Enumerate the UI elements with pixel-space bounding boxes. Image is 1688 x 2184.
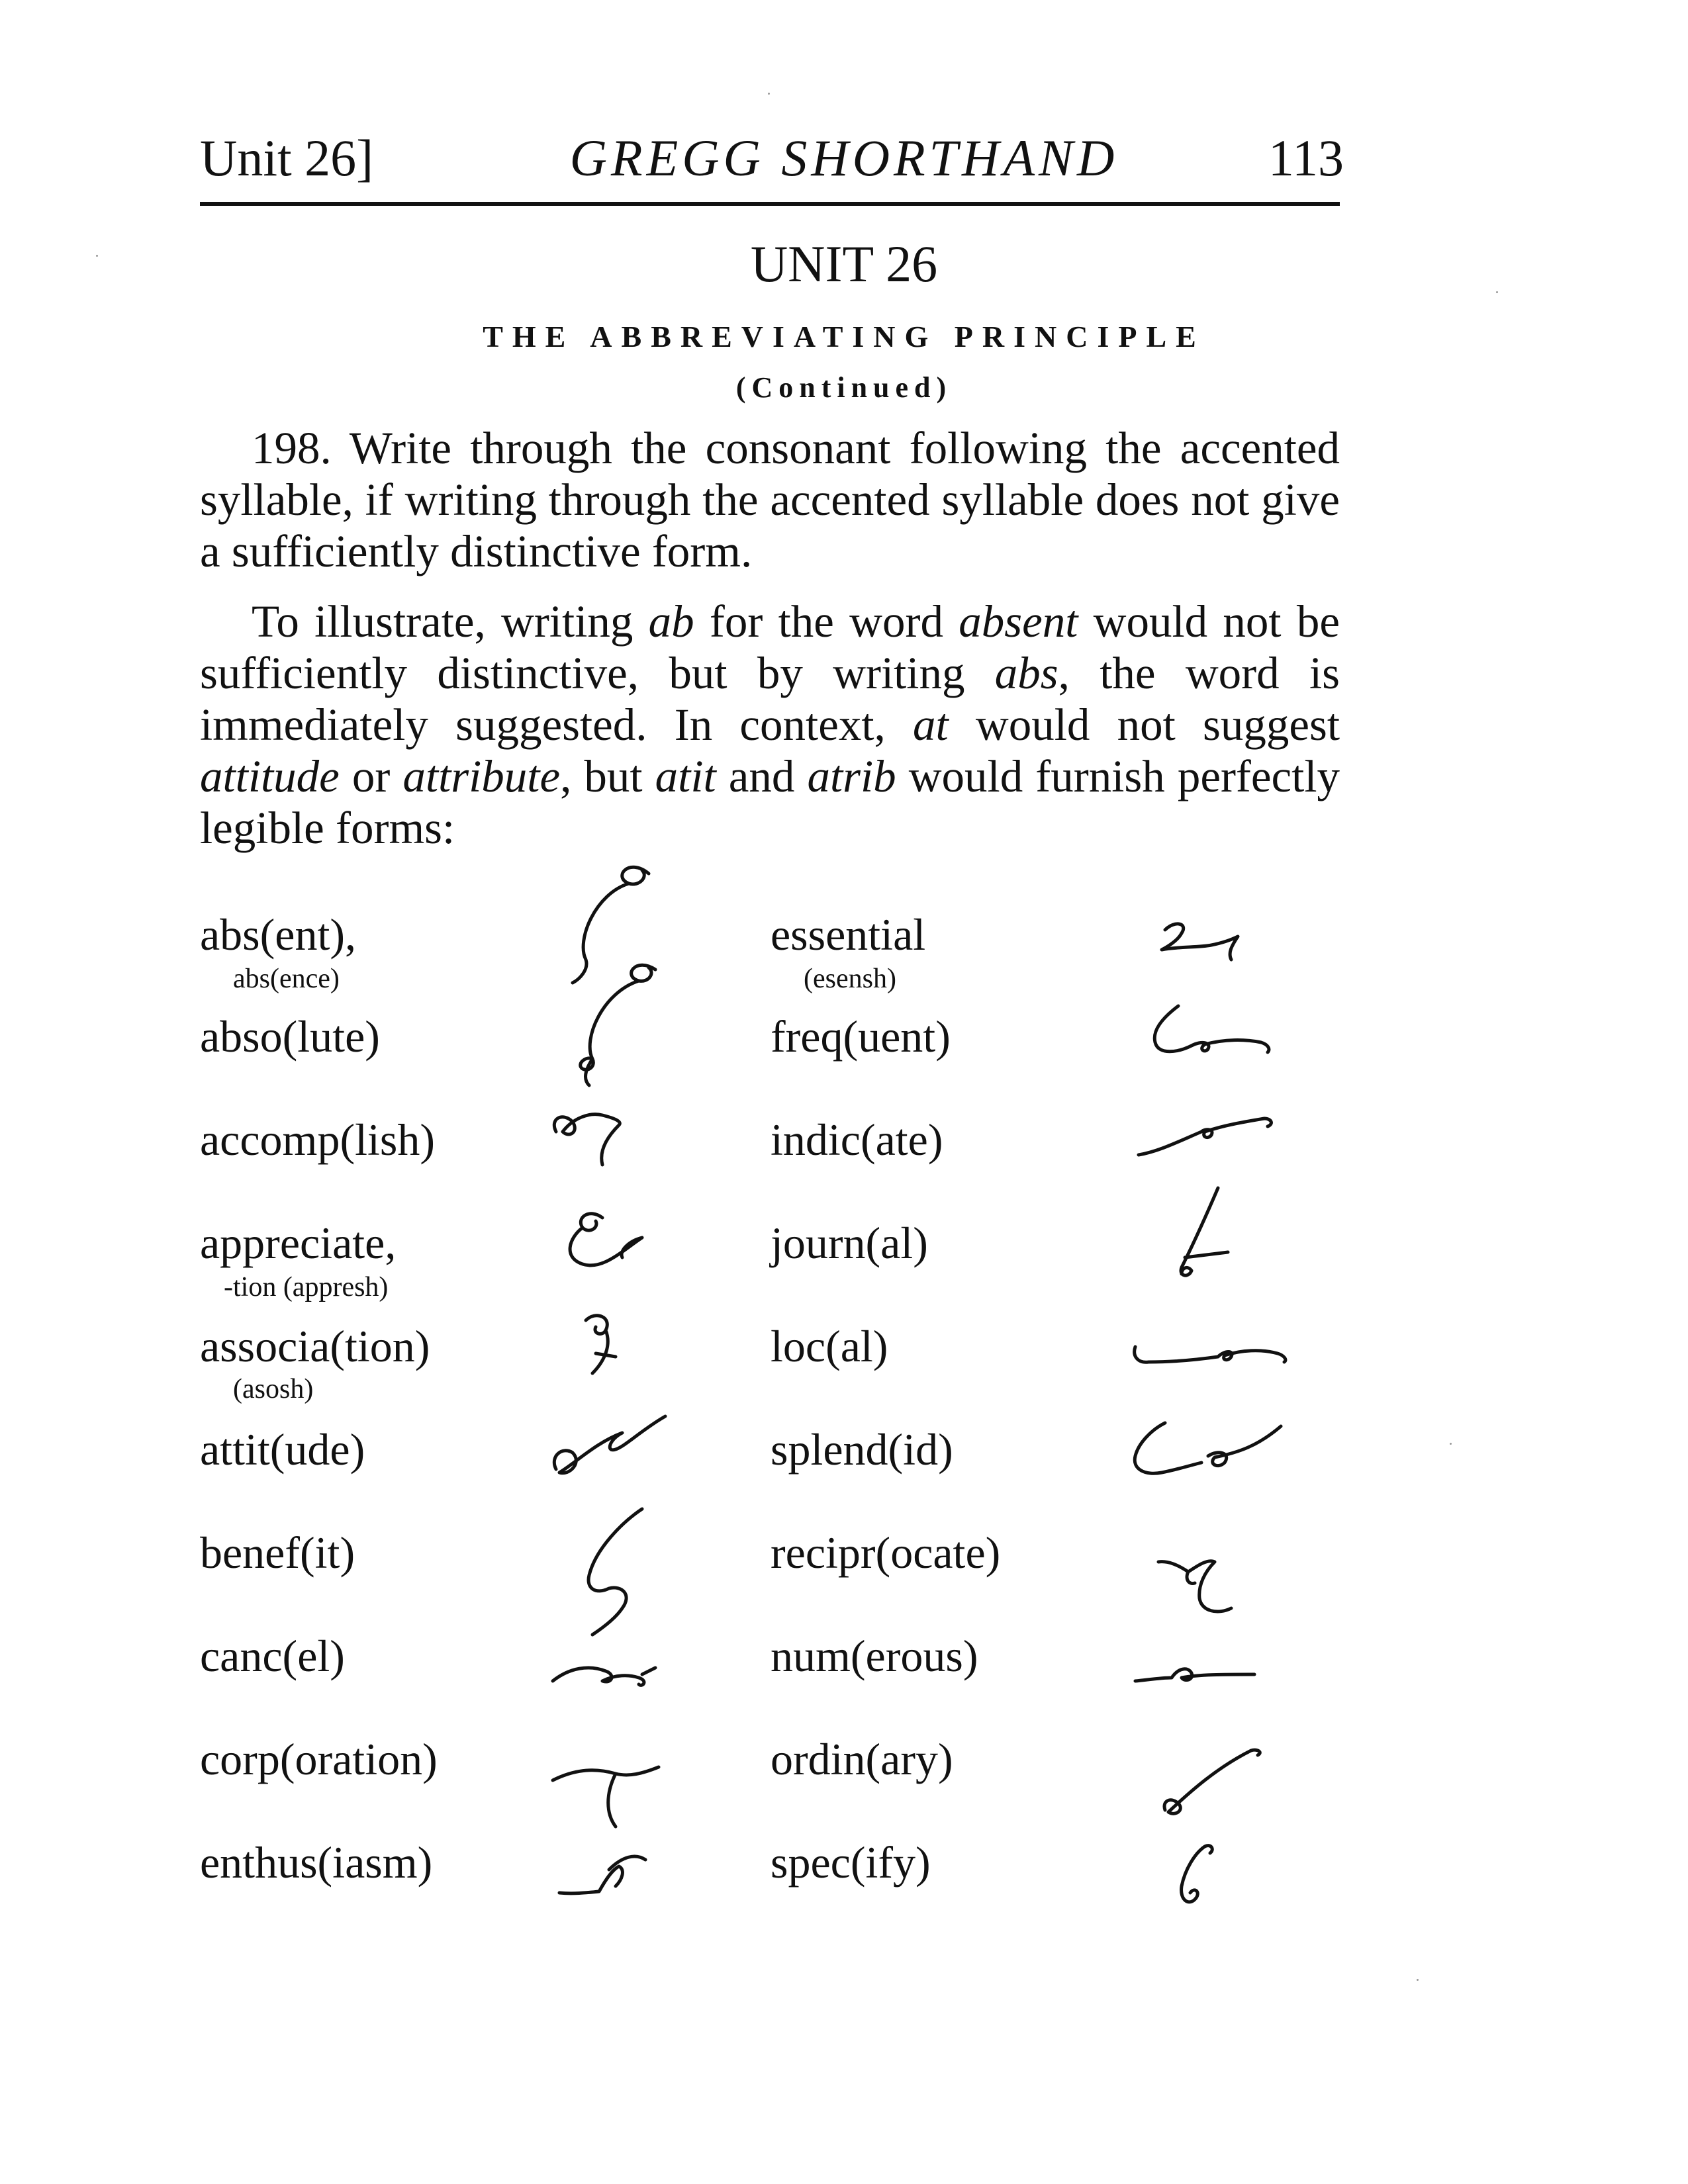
word-corporation: corp(oration)	[200, 1734, 438, 1784]
unit-title: UNIT 26	[750, 235, 938, 293]
shorthand-benefit-icon	[556, 1496, 675, 1648]
shorthand-association-icon	[566, 1307, 645, 1387]
word-benefit: benef(it)	[200, 1527, 355, 1578]
shorthand-specify-icon	[1165, 1833, 1244, 1933]
illustration-text-3: would not be sufficiently distinctive, but by writing	[200, 596, 1340, 698]
shorthand-ordinary-icon	[1152, 1734, 1271, 1827]
shorthand-attitude-icon	[543, 1403, 675, 1502]
shorthand-corporation-icon	[543, 1741, 675, 1846]
word-appreciate-note: -tion (appresh)	[224, 1272, 389, 1302]
example-attribute: attribute	[402, 751, 561, 801]
word-local: loc(al)	[771, 1321, 888, 1371]
shorthand-splendid-icon	[1125, 1410, 1297, 1489]
running-head-title: GREGG SHORTHAND	[569, 129, 1119, 187]
word-numerous: num(erous)	[771, 1631, 978, 1681]
example-atit: atit	[655, 751, 716, 801]
example-absent: absent	[959, 596, 1078, 647]
shorthand-frequent-icon	[1139, 993, 1278, 1085]
illustration-text-2: for the word	[694, 596, 959, 647]
example-abs: abs	[994, 648, 1058, 698]
word-essential: essential	[771, 909, 926, 960]
word-cancel: canc(el)	[200, 1631, 345, 1681]
page-number: 113	[1268, 129, 1344, 187]
scan-speck	[1496, 291, 1498, 293]
word-ordinary: ordin(ary)	[771, 1734, 953, 1784]
shorthand-cancel-icon	[543, 1648, 675, 1714]
illustration-text-1: To illustrate, writing	[252, 596, 649, 647]
illustration-text-6: or	[339, 751, 403, 801]
word-association-note: (asosh)	[233, 1374, 314, 1404]
running-head-left: Unit 26]	[200, 129, 374, 187]
rule-paragraph	[200, 422, 1340, 577]
rule-text: Write through the consonant following the accented syllable, if writing through the accented syllable does not give a sufficiently distinctive form.	[200, 423, 1340, 576]
word-frequent: freq(uent)	[771, 1011, 951, 1062]
word-appreciate: appreciate,	[200, 1218, 397, 1268]
shorthand-local-icon	[1125, 1330, 1297, 1383]
word-attitude: attit(ude)	[200, 1424, 365, 1475]
shorthand-reciprocate-icon	[1152, 1542, 1251, 1635]
example-at: at	[913, 700, 949, 750]
word-reciprocate: recipr(ocate)	[771, 1527, 1001, 1578]
illustration-text-9: would furnish perfectly legible forms:	[200, 751, 1340, 853]
word-enthusiasm: enthus(iasm)	[200, 1837, 433, 1888]
illustration-text-4: , the word is immediately suggested. In context,	[200, 648, 1340, 750]
illustration-text-8: and	[716, 751, 808, 801]
word-association: associa(tion)	[200, 1321, 430, 1371]
shorthand-numerous-icon	[1125, 1648, 1271, 1701]
word-essential-note: (esensh)	[804, 964, 896, 994]
shorthand-absolute-icon	[556, 960, 675, 1092]
illustration-text-5: would not suggest	[948, 700, 1340, 750]
word-splendid: splend(id)	[771, 1424, 953, 1475]
word-absolute: abso(lute)	[200, 1011, 380, 1062]
shorthand-indicate-icon	[1125, 1099, 1284, 1191]
scan-speck	[1450, 1443, 1452, 1445]
word-absent: abs(ent),	[200, 909, 357, 960]
word-specify: spec(ify)	[771, 1837, 931, 1888]
word-accomplish: accomp(lish)	[200, 1115, 435, 1165]
word-journal: journ(al)	[771, 1218, 928, 1268]
header-rule	[200, 202, 1340, 206]
scan-speck	[768, 93, 770, 95]
illustration-text-7: , but	[560, 751, 655, 801]
rule-number: 198.	[252, 423, 332, 473]
scan-speck	[96, 255, 98, 257]
shorthand-enthusiasm-icon	[549, 1840, 662, 1919]
word-absent-note: abs(ence)	[233, 964, 340, 994]
shorthand-journal-icon	[1152, 1178, 1244, 1291]
illustration-paragraph	[200, 596, 1340, 854]
example-atrib: atrib	[807, 751, 896, 801]
shorthand-essential-icon	[1152, 913, 1244, 966]
continued-label: (Continued)	[735, 371, 953, 404]
word-indicate: indic(ate)	[771, 1115, 943, 1165]
section-subtitle: THE ABBREVIATING PRINCIPLE	[483, 320, 1205, 353]
shorthand-accomplish-icon	[543, 1099, 649, 1191]
scan-speck	[1417, 1979, 1419, 1981]
shorthand-appreciate-icon	[556, 1198, 655, 1284]
example-ab: ab	[648, 596, 694, 647]
example-attitude: attitude	[200, 751, 340, 801]
